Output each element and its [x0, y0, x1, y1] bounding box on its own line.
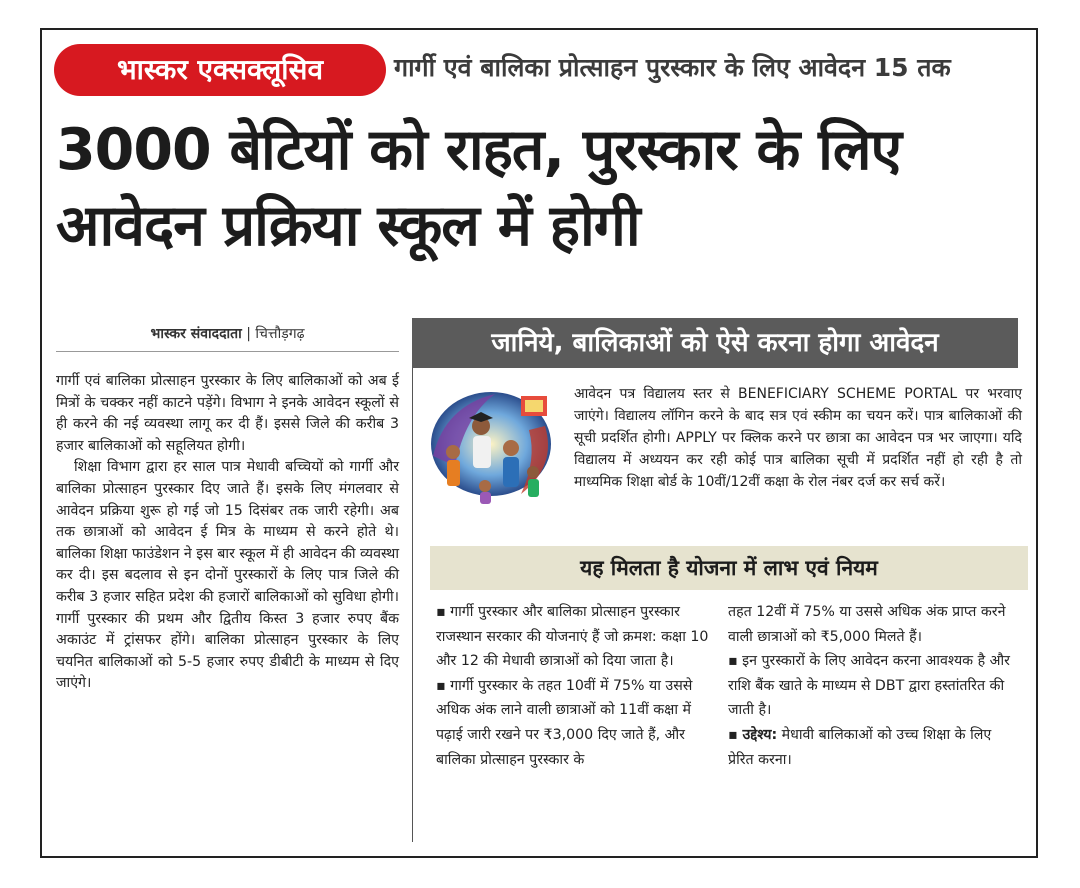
article-paragraph: गार्गी एवं बालिका प्रोत्साहन पुरस्कार के लिए बालिकाओं को अब ई मित्रों के चक्कर नहीं काटने पड़ेंगे। विभाग ने इनके आवेदन स्कूलों से ही करने की नई व्यवस्था लागू कर दी हैं। इससे जिले की करीब 3 हजार बालिकाओं को सहूलियत होगी। [56, 373, 399, 454]
byline-separator: | [246, 326, 251, 342]
howto-text [428, 383, 1022, 503]
kicker-line: गार्गी एवं बालिका प्रोत्साहन पुरस्कार के लिए आवेदन 15 तक [394, 53, 951, 82]
benefit-item: तहत 12वीं में 75% या उससे अधिक अंक प्राप्त करने वाली छात्राओं को ₹5,000 मिलते हैं। [728, 604, 1006, 645]
benefits-column-2 [728, 600, 1010, 772]
benefit-objective [728, 723, 1010, 772]
benefit-item: ▪ इन पुरस्कारों के लिए आवेदन करना आवश्यक है और राशि बैंक खाते के माध्यम से DBT द्वारा हस्तांतरित की जाती है। [728, 653, 1010, 719]
exclusive-badge: भास्कर एक्सक्लूसिव [54, 44, 386, 96]
howto-heading: जानिये, बालिकाओं को ऐसे करना होगा आवेदन [412, 318, 1018, 368]
headline: 3000 बेटियों को राहत, पुरस्कार के लिए आवेदन प्रक्रिया स्कूल में होगी [56, 117, 902, 259]
benefit-item: ▪ गार्गी पुरस्कार के तहत 10वीं में 75% या उससे अधिक अंक लाने वाली छात्राओं को 11वीं कक्षा में पढ़ाई जारी रखने पर ₹3,000 दिए जाते हैं, और बालिका प्रोत्साहन पुरस्कार के [436, 677, 693, 768]
column-divider [412, 322, 413, 842]
article-body [56, 371, 399, 695]
objective-label: ▪ उद्देश्य: [728, 726, 778, 743]
byline-city: चित्तौड़गढ़ [255, 326, 305, 342]
benefits-column-1 [436, 600, 712, 772]
howto-body: आवेदन पत्र विद्यालय स्तर से BENEFICIARY SCHEME PORTAL पर भरवाए जाएंगे। विद्यालय लॉगिन करने के बाद सत्र एवं स्कीम का चयन करें। पात्र बालिकाओं की सूची प्रदर्शित होगी। APPLY पर क्लिक करने पर छात्रा का आवेदन पत्र भर जाएगा। यदि विद्यालय में अध्ययन कर रही कोई पात्र बालिका सूची में प्रदर्शित नहीं हो रही है तो माध्यमिक शिक्षा बोर्ड के 10वीं/12वीं कक्षा के रोल नंबर दर्ज कर सर्च करें। [574, 386, 1022, 490]
article-paragraph: शिक्षा विभाग द्वारा हर साल पात्र मेधावी बच्चियों को गार्गी और बालिका प्रोत्साहन पुरस्कार दिए जाते हैं। इसके लिए मंगलवार से आवेदन प्रक्रिया शुरू हो गई जो 15 दिसंबर तक जारी रहेगी। अब तक छात्राओं को आवेदन ई मित्र के माध्यम से करने होते थे। बालिका शिक्षा फाउंडेशन ने इस बार स्कूल में ही आवेदन की व्यवस्था कर दी। इस बदलाव से इन दोनों पुरस्कारों के लिए पात्र जिले की करीब 3 हजार सहित प्रदेश की हजारों बालिकाओं को सुविधा होगी। गार्गी पुरस्कार की प्रथम और द्वितीय किस्त 3 हजार रुपए बैंक अकाउंट में ट्रांसफर होंगे। बालिका प्रोत्साहन पुरस्कार के लिए चयनित बालिकाओं को 5-5 हजार रुपए डीबीटी के माध्यम से दिए जाएंगे। [56, 459, 399, 692]
benefits-heading: यह मिलता है योजना में लाभ एवं नियम [430, 546, 1028, 590]
byline [56, 324, 399, 352]
byline-reporter: भास्कर संवाददाता [150, 326, 242, 342]
objective-text: मेधावी बालिकाओं को उच्च शिक्षा के लिए प्रेरित करना। [728, 726, 992, 768]
illustration-spacer [428, 383, 574, 503]
benefit-item: ▪ गार्गी पुरस्कार और बालिका प्रोत्साहन पुरस्कार राजस्थान सरकार की योजनाएं हैं जो क्रमश: कक्षा 10 और 12 की मेधावी छात्राओं को दिया जाता है। [436, 604, 709, 670]
